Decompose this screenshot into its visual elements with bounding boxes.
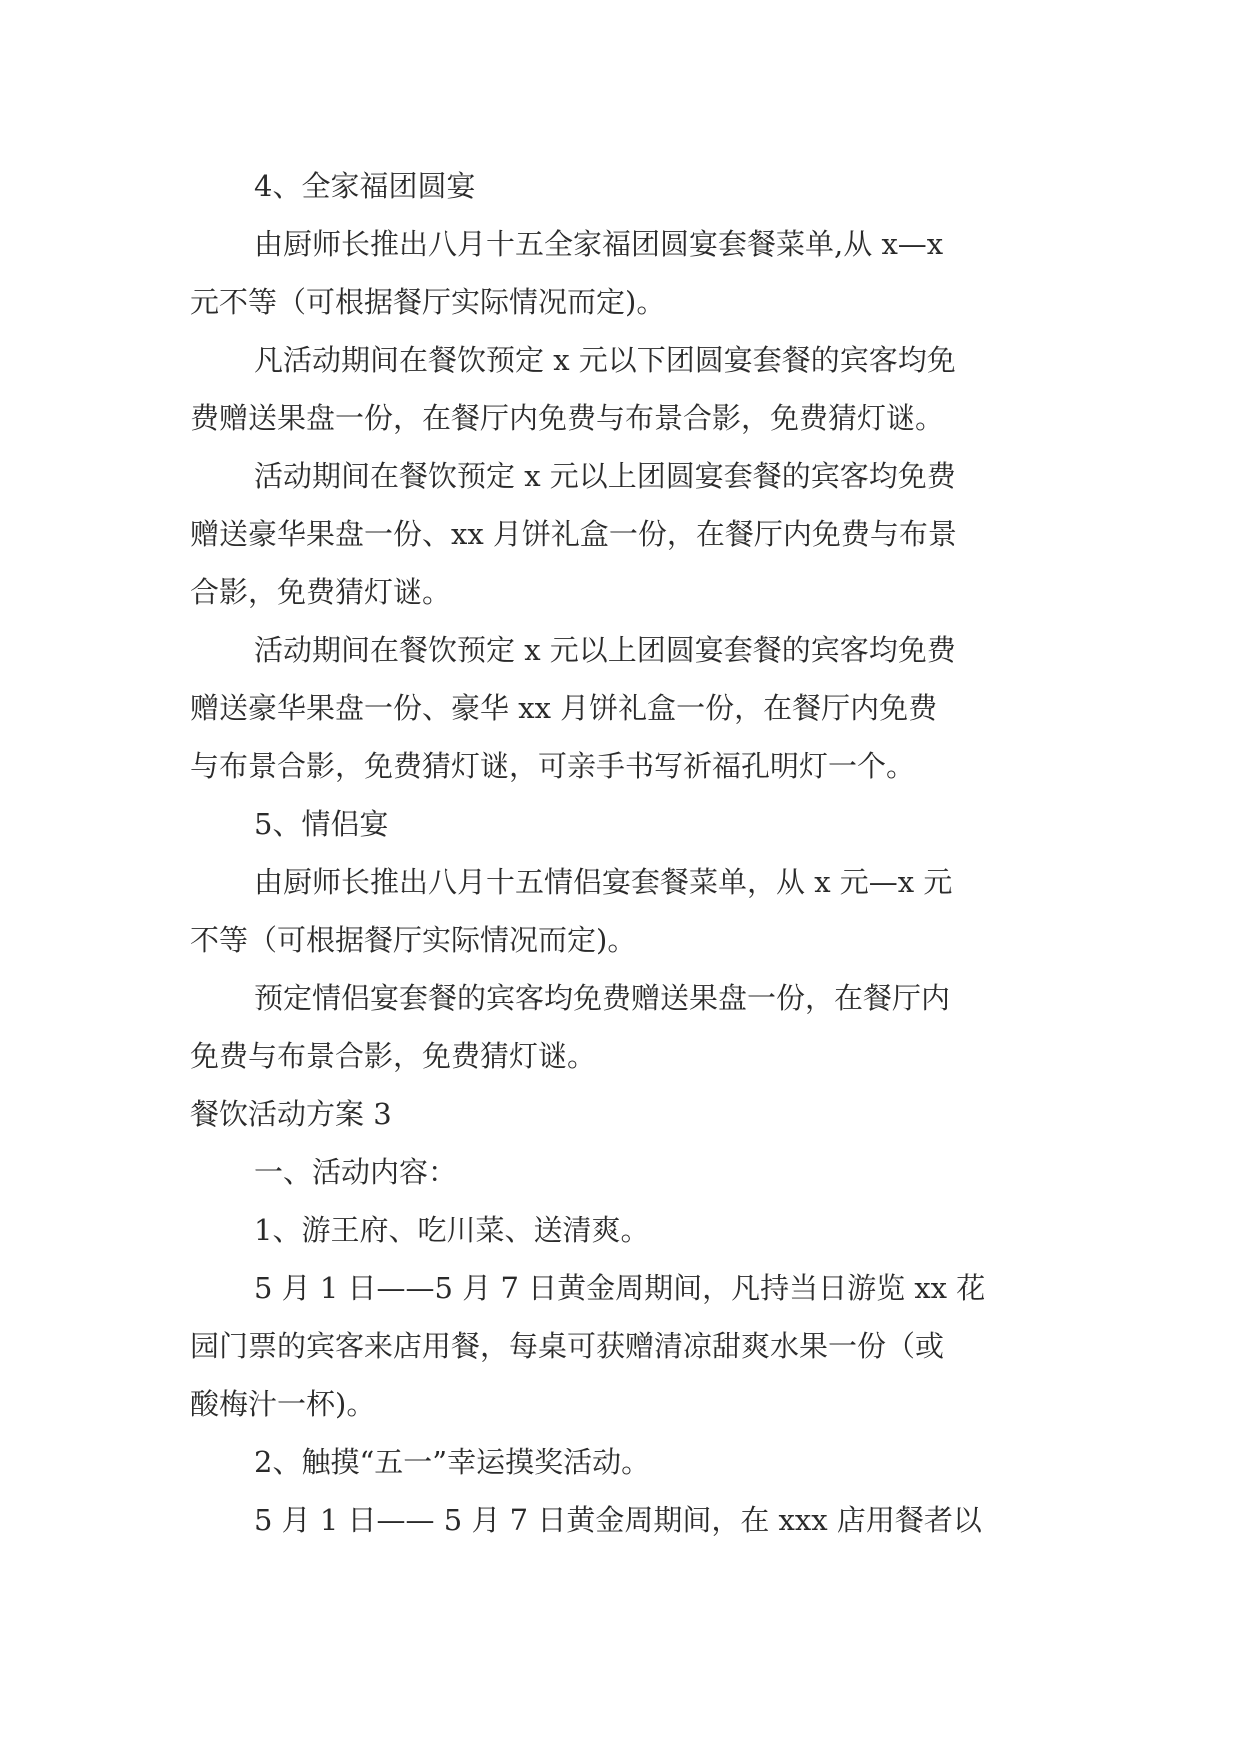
paragraph-line: 预定情侣宴套餐的宾客均免费赠送果盘一份，在餐厅内 — [254, 981, 951, 1015]
paragraph-line: 5 月 1 日—— 5 月 7 日黄金周期间，在 xxx 店用餐者以 — [254, 1503, 982, 1537]
paragraph-line: 元不等（可根据餐厅实际情况而定)。 — [190, 285, 666, 319]
paragraph-line: 由厨师长推出八月十五全家福团圆宴套餐菜单,从 x—x — [254, 227, 944, 261]
paragraph-line: 凡活动期间在餐饮预定 x 元以下团圆宴套餐的宾客均免 — [254, 343, 956, 377]
section-heading: 4、全家福团圆宴 — [254, 169, 476, 203]
paragraph-line: 免费与布景合影，免费猜灯谜。 — [190, 1039, 597, 1073]
paragraph-line: 酸梅汁一杯)。 — [190, 1387, 376, 1421]
paragraph-line: 不等（可根据餐厅实际情况而定)。 — [190, 923, 637, 957]
paragraph-line: 合影，免费猜灯谜。 — [190, 575, 452, 609]
section-heading: 5、情侣宴 — [254, 807, 389, 841]
paragraph-line: 5 月 1 日——5 月 7 日黄金周期间，凡持当日游览 xx 花 — [254, 1271, 986, 1305]
document-title: 餐饮活动方案 3 — [190, 1097, 392, 1131]
section-heading: 一、活动内容： — [254, 1155, 458, 1189]
paragraph-line: 由厨师长推出八月十五情侣宴套餐菜单，从 x 元—x 元 — [254, 865, 953, 899]
paragraph-line: 活动期间在餐饮预定 x 元以上团圆宴套餐的宾客均免费 — [254, 459, 956, 493]
paragraph-line: 活动期间在餐饮预定 x 元以上团圆宴套餐的宾客均免费 — [254, 633, 956, 667]
paragraph-line: 园门票的宾客来店用餐，每桌可获赠清凉甜爽水果一份（或 — [190, 1329, 945, 1363]
subsection-heading: 1、游王府、吃川菜、送清爽。 — [254, 1213, 650, 1247]
paragraph-line: 费赠送果盘一份，在餐厅内免费与布景合影，免费猜灯谜。 — [190, 401, 945, 435]
paragraph-line: 赠送豪华果盘一份、xx 月饼礼盒一份，在餐厅内免费与布景 — [190, 517, 957, 551]
subsection-heading: 2、触摸“五一”幸运摸奖活动。 — [254, 1445, 651, 1479]
paragraph-line: 与布景合影，免费猜灯谜，可亲手书写祈福孔明灯一个。 — [190, 749, 916, 783]
paragraph-line: 赠送豪华果盘一份、豪华 xx 月饼礼盒一份，在餐厅内免费 — [190, 691, 938, 725]
